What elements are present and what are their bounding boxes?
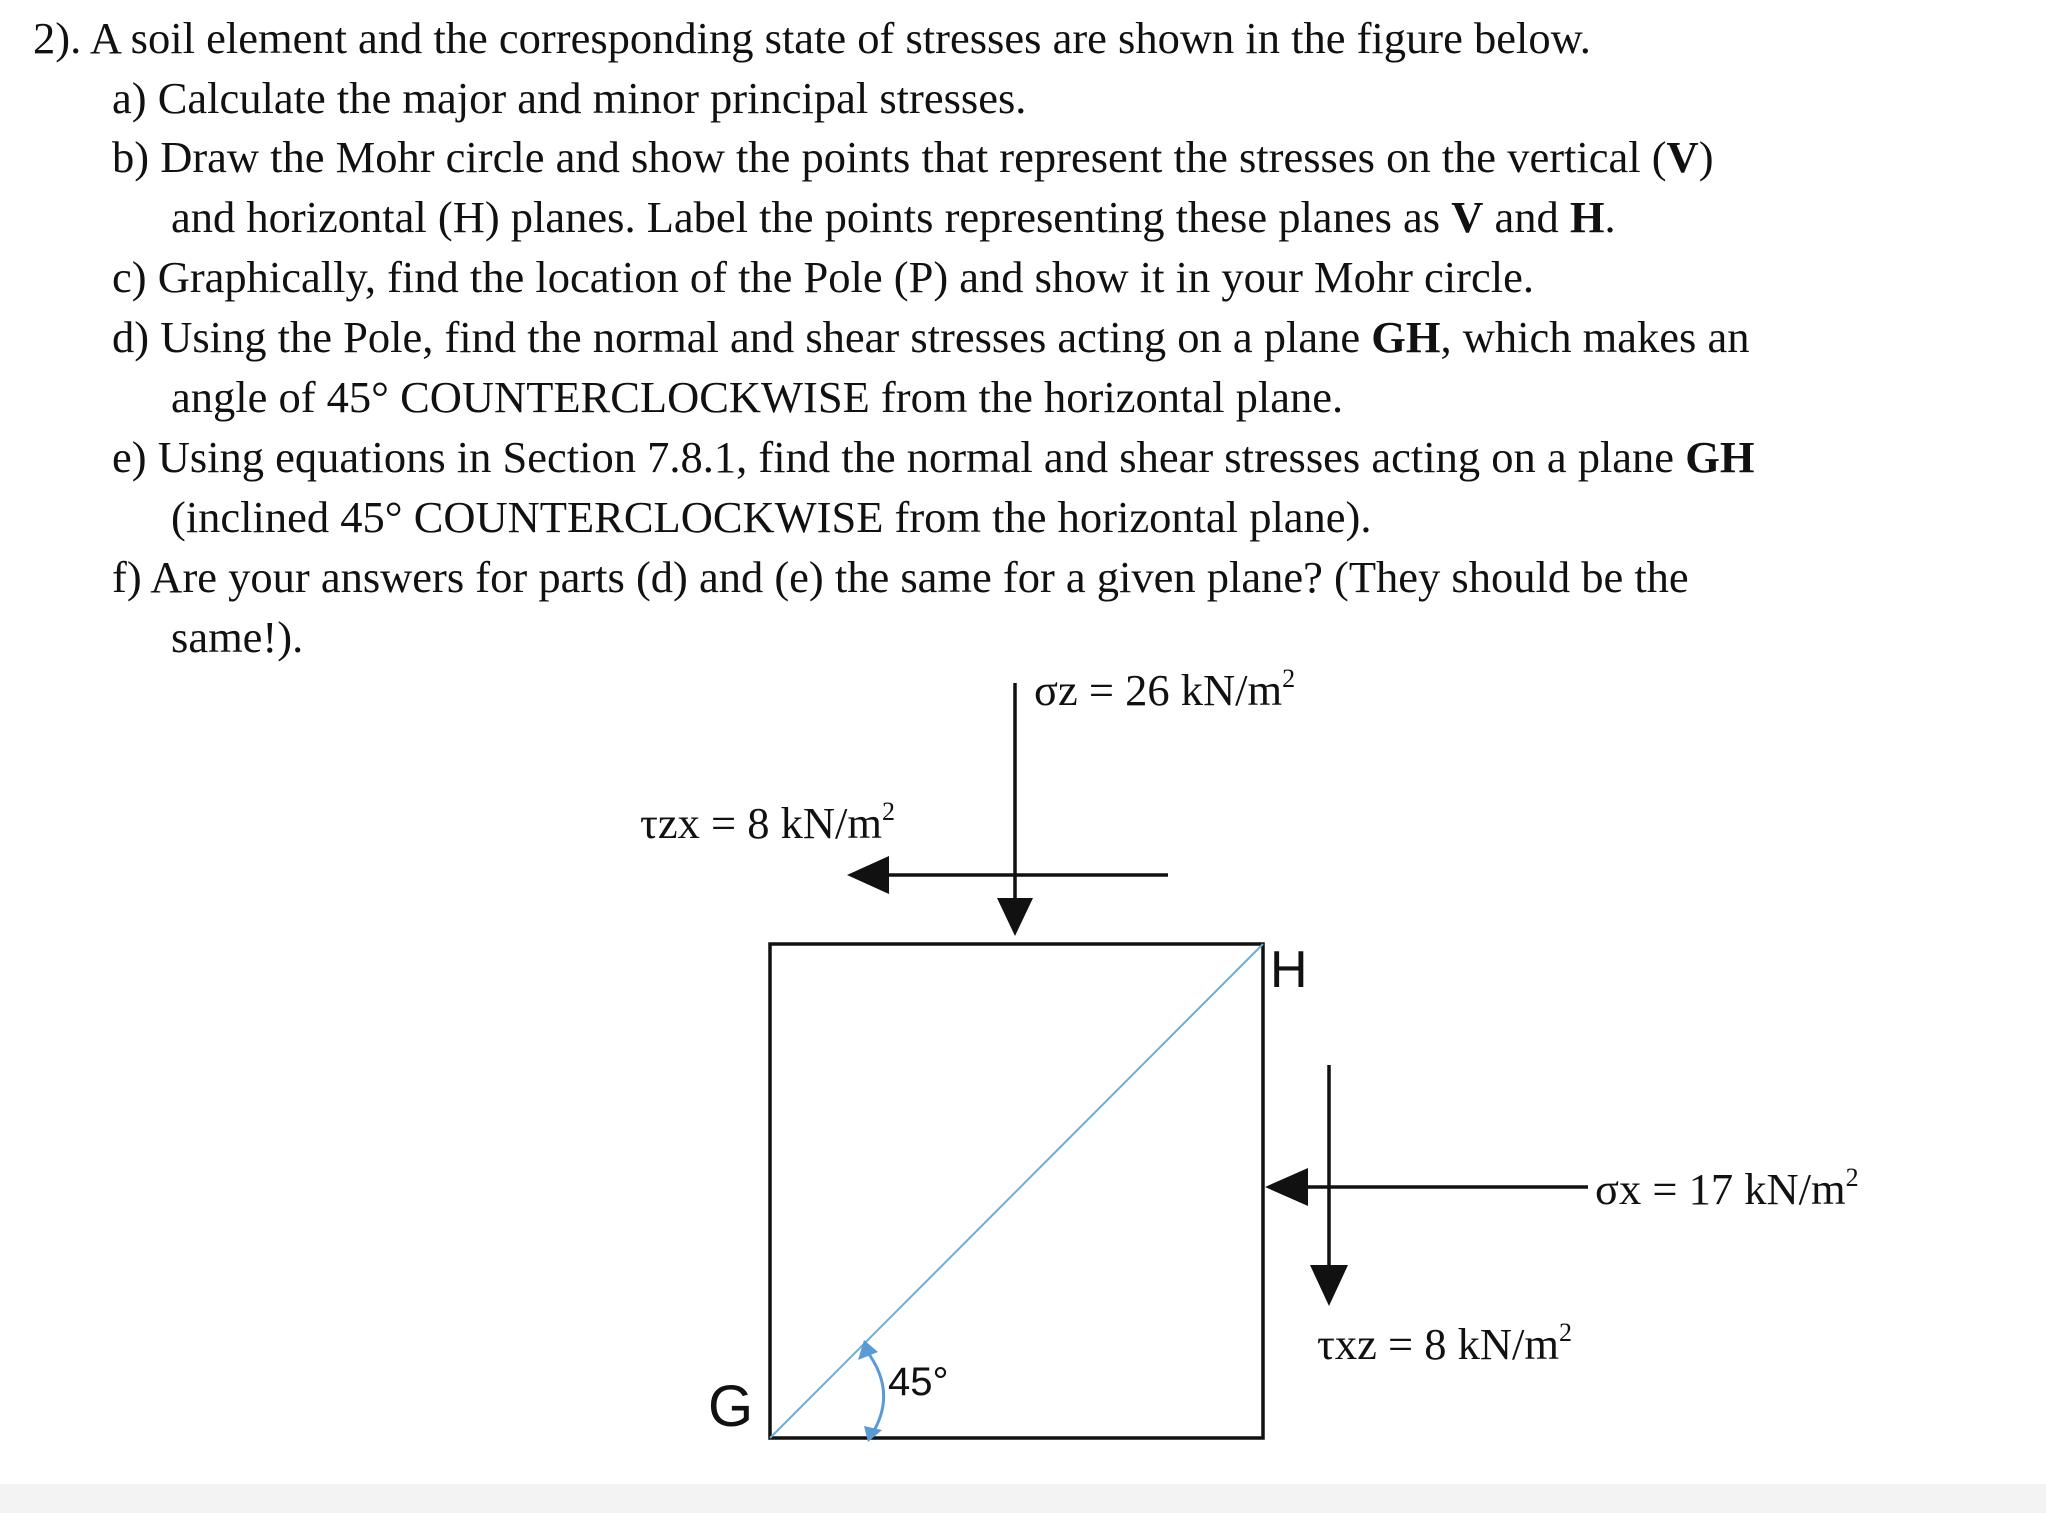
tau-zx-arrowhead	[847, 856, 889, 894]
sigma-x-sup: 2	[1845, 1163, 1859, 1192]
sigma-x-text: σx = 17 kN/m	[1595, 1164, 1846, 1214]
part-e-text: e) Using equations in Section 7.8.1, find the normal and shear stresses acting on a plane	[112, 432, 1686, 482]
sigma-x-arrowhead	[1265, 1168, 1308, 1206]
tau-xz-text: τxz = 8 kN/m	[1317, 1319, 1559, 1369]
part-f-text-2: same!).	[171, 612, 304, 662]
part-b-text-2: and horizontal (H) planes. Label the points representing these planes as	[171, 192, 1452, 242]
part-a-text: a) Calculate the major and minor principal stresses.	[112, 73, 1027, 123]
part-b-close: )	[1698, 132, 1714, 182]
tau-xz-label	[1317, 1318, 1572, 1369]
part-b-bold-h: H	[1569, 192, 1605, 242]
part-b-bold-v2: V	[1451, 192, 1484, 242]
tau-zx-label	[640, 797, 895, 848]
sigma-z-sup: 2	[1282, 664, 1296, 693]
part-b-period: .	[1604, 192, 1616, 242]
tau-zx-text: τzx = 8 kN/m	[640, 798, 882, 848]
tau-zx-sup: 2	[881, 797, 895, 826]
part-e-bold-gh: GH	[1685, 432, 1755, 482]
sigma-z-label	[1034, 664, 1296, 715]
part-d-text-2: angle of 45° COUNTERCLOCKWISE from the horizontal plane.	[171, 372, 1344, 422]
angle-arc	[866, 1350, 884, 1434]
plane-gh-line	[770, 944, 1263, 1438]
point-g-label: G	[708, 1374, 754, 1439]
angle-label: 45°	[888, 1360, 949, 1404]
part-d-text: d) Using the Pole, find the normal and shear stresses acting on a plane	[112, 312, 1372, 362]
part-b-text: b) Draw the Mohr circle and show the points that represent the stresses on the vertical (	[112, 132, 1667, 182]
part-c-text: c) Graphically, find the location of the Pole (P) and show it in your Mohr circle.	[112, 252, 1534, 302]
part-d-end: , which makes an	[1440, 312, 1750, 362]
part-d-bold-gh: GH	[1371, 312, 1441, 362]
intro-text: 2). A soil element and the corresponding state of stresses are shown in the figure below.	[33, 13, 1591, 63]
tau-xz-sup: 2	[1558, 1318, 1572, 1347]
part-b-and: and	[1483, 192, 1570, 242]
angle-arc-arrowhead-top-icon	[858, 1340, 878, 1360]
sigma-z-text: σz = 26 kN/m	[1034, 665, 1283, 715]
part-f-text: f) Are your answers for parts (d) and (e) the same for a given plane? (They should be the	[112, 552, 1689, 602]
point-h-label: H	[1270, 941, 1308, 999]
sigma-z-arrowhead	[997, 898, 1033, 936]
sigma-x-label	[1595, 1163, 1859, 1214]
part-e-text-2: (inclined 45° COUNTERCLOCKWISE from the horizontal plane).	[171, 492, 1372, 542]
part-b-bold-v: V	[1666, 132, 1699, 182]
tau-xz-arrowhead	[1310, 1265, 1348, 1306]
